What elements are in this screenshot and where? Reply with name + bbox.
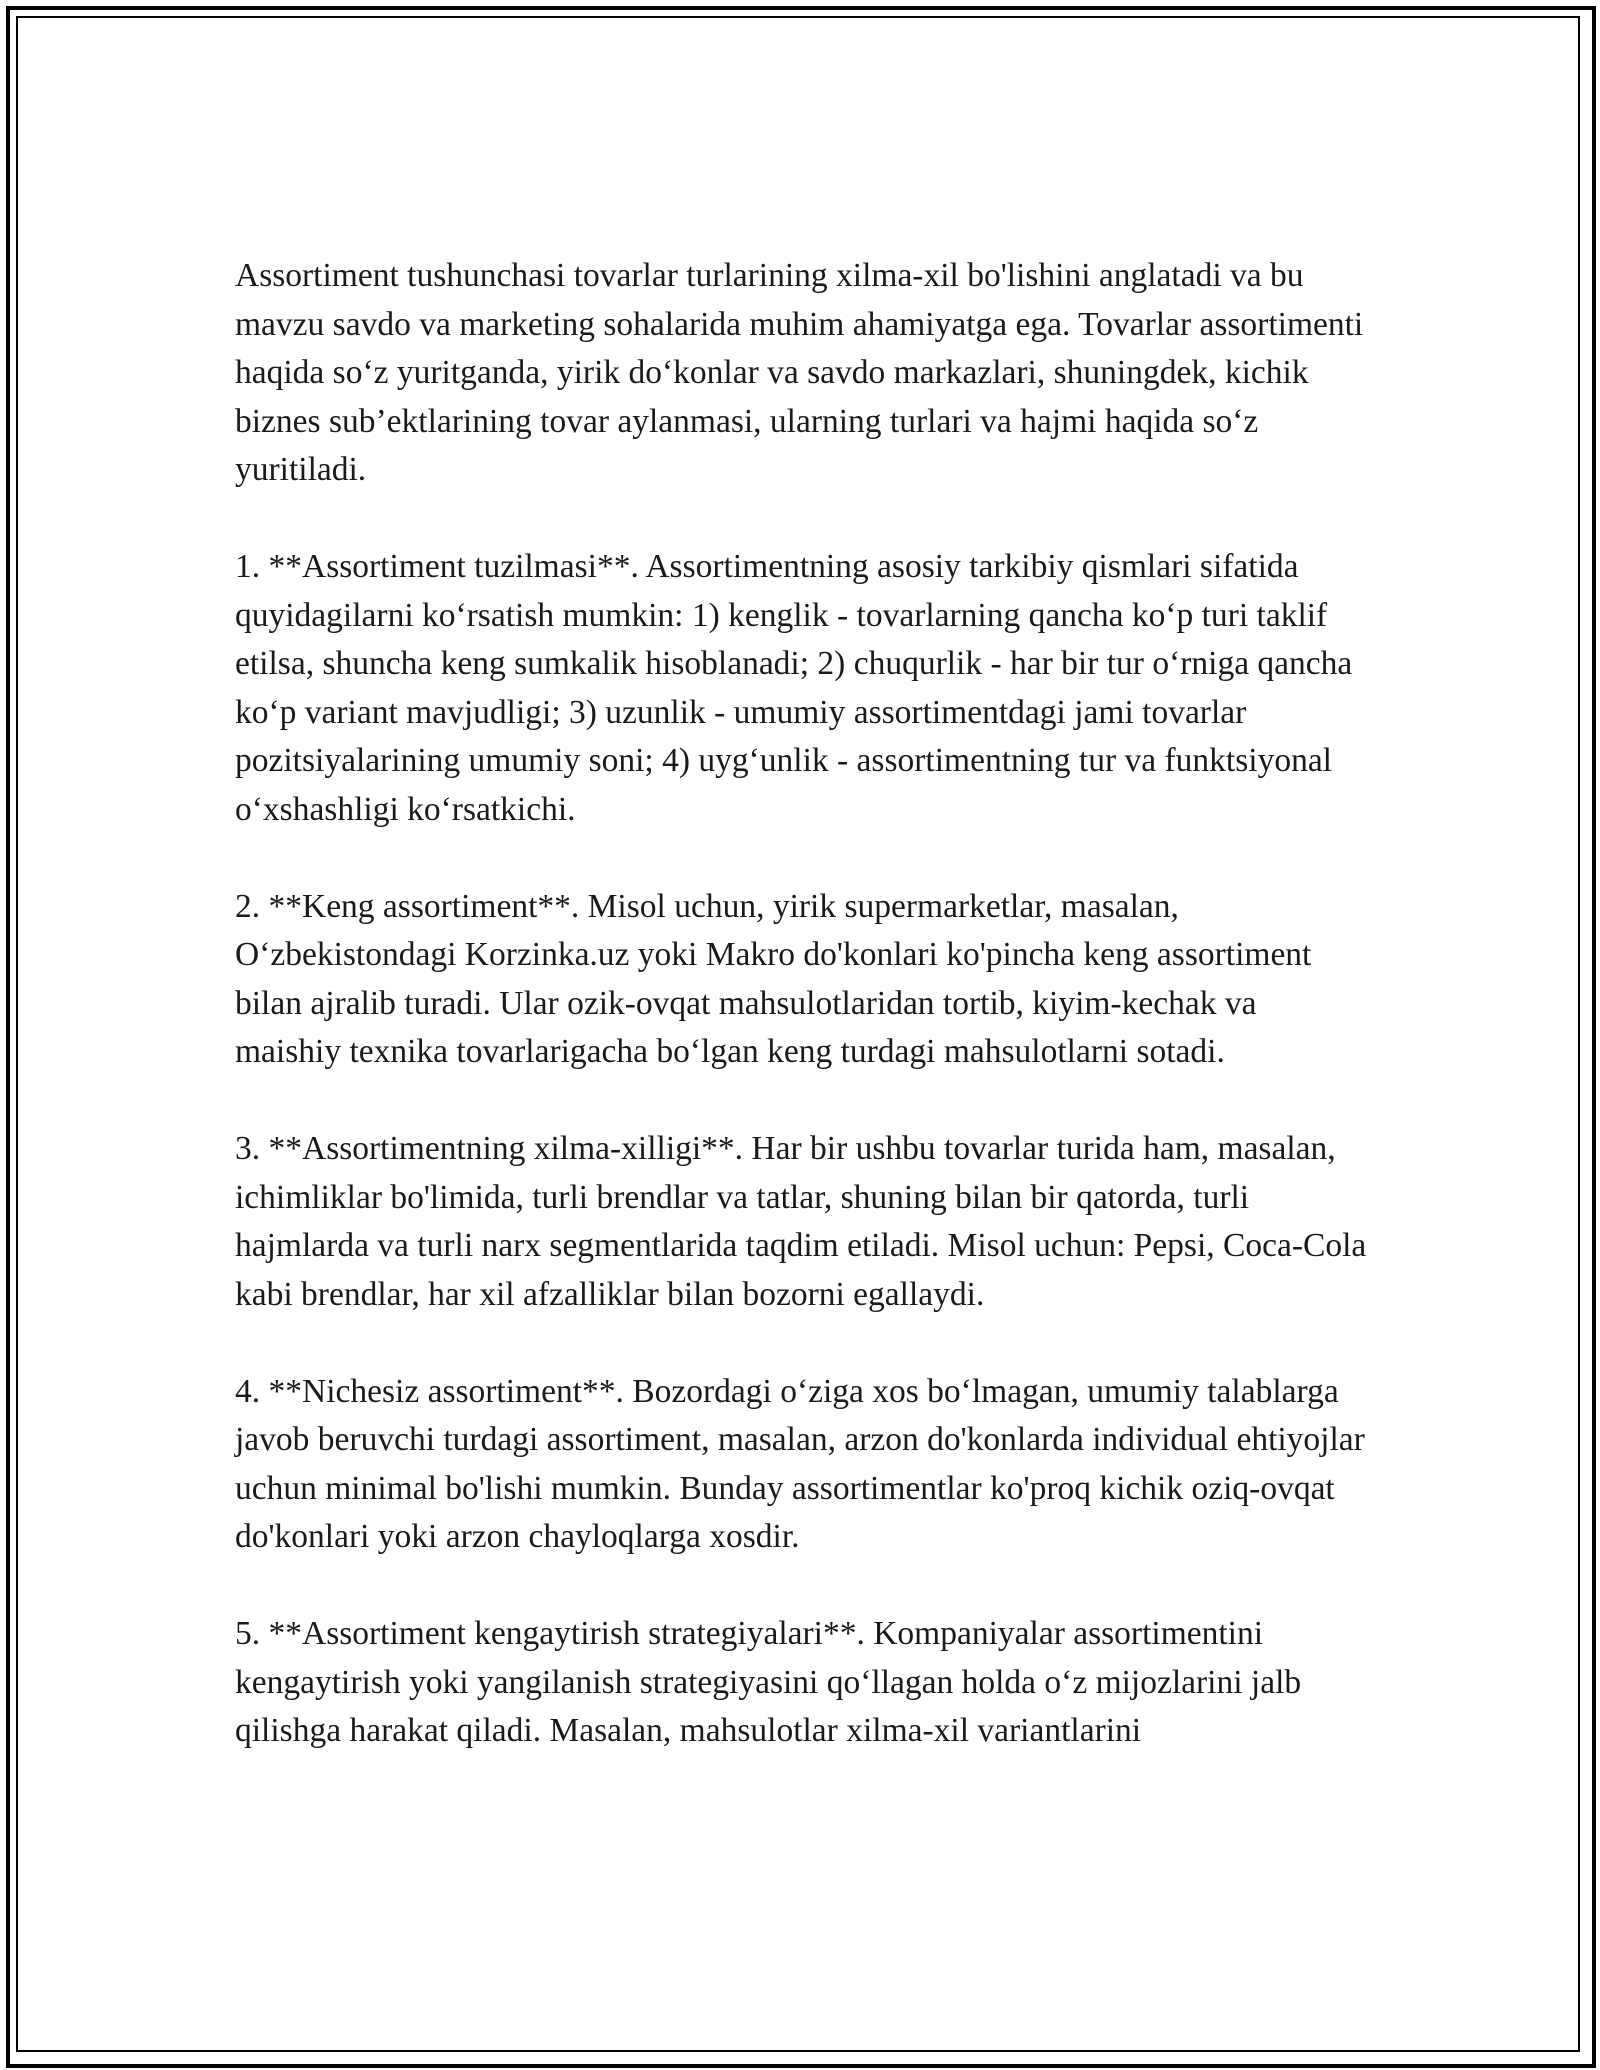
intro-paragraph: Assortiment tushunchasi tovarlar turlarining xilma-xil bo'lishini anglatadi va bu mavzu savdo va marketing sohalarida muhim ahamiyatga ega. Tovarlar assortimenti haqida soʻz yuritganda, yirik doʻkonlar va savdo markazlari, shuningdek, kichik biznes sub’ektlarining tovar aylanmasi, ularning turlari va hajmi haqida soʻz yuritiladi. xyxy=(235,257,1364,488)
document-body xyxy=(235,252,1370,1804)
paragraph-kengaytirish-strategiyalari: 5. **Assortiment kengaytirish strategiyalari**. Kompaniyalar assortimentini kengaytirish yoki yangilanish strategiyasini qoʻllagan holda oʻz mijozlarini jalb qilishga harakat qiladi. Masalan, mahsulotlar xilma-xil variantlarini xyxy=(235,1615,1302,1749)
paragraph-keng-assortiment: 2. **Keng assortiment**. Misol uchun, yirik supermarketlar, masalan, Oʻzbekistondagi Korzinka.uz yoki Makro do'konlari ko'pincha keng assortiment bilan ajralib turadi. Ular ozik-ovqat mahsulotlaridan tortib, kiyim-kechak va maishiy texnika tovarlarigacha boʻlgan keng turdagi mahsulotlarni sotadi. xyxy=(235,887,1312,1070)
paragraph-assortiment-tuzilmasi: 1. **Assortiment tuzilmasi**. Assortimentning asosiy tarkibiy qismlari sifatida quyidagilarni koʻrsatish mumkin: 1) kenglik - tovarlarning qancha koʻp turi taklif etilsa, shuncha keng sumkalik hisoblanadi; 2) chuqurlik - har bir tur oʻrniga qancha koʻp variant mavjudligi; 3) uzunlik - umumiy assortimentdagi jami tovarlar pozitsiyalarining umumiy soni; 4) uygʻunlik - assortimentning tur va funktsiyonal oʻxshashligi koʻrsatkichi. xyxy=(235,548,1353,828)
paragraph-xilma-xilligi: 3. **Assortimentning xilma-xilligi**. Har bir ushbu tovarlar turida ham, masalan, ichimliklar bo'limida, turli brendlar va tatlar, shuning bilan bir qatorda, turli hajmlarda va turli narx segmentlarida taqdim etiladi. Misol uchun: Pepsi, Coca-Cola kabi brendlar, har xil afzalliklar bilan bozorni egallaydi. xyxy=(235,1130,1367,1313)
paragraph-nichesiz-assortiment: 4. **Nichesiz assortiment**. Bozordagi oʻziga xos boʻlmagan, umumiy talablarga javob beruvchi turdagi assortiment, masalan, arzon do'konlarda individual ehtiyojlar uchun minimal bo'lishi mumkin. Bunday assortimentlar ko'proq kichik oziq-ovqat do'konlari yoki arzon chayloqlarga xosdir. xyxy=(235,1372,1365,1555)
